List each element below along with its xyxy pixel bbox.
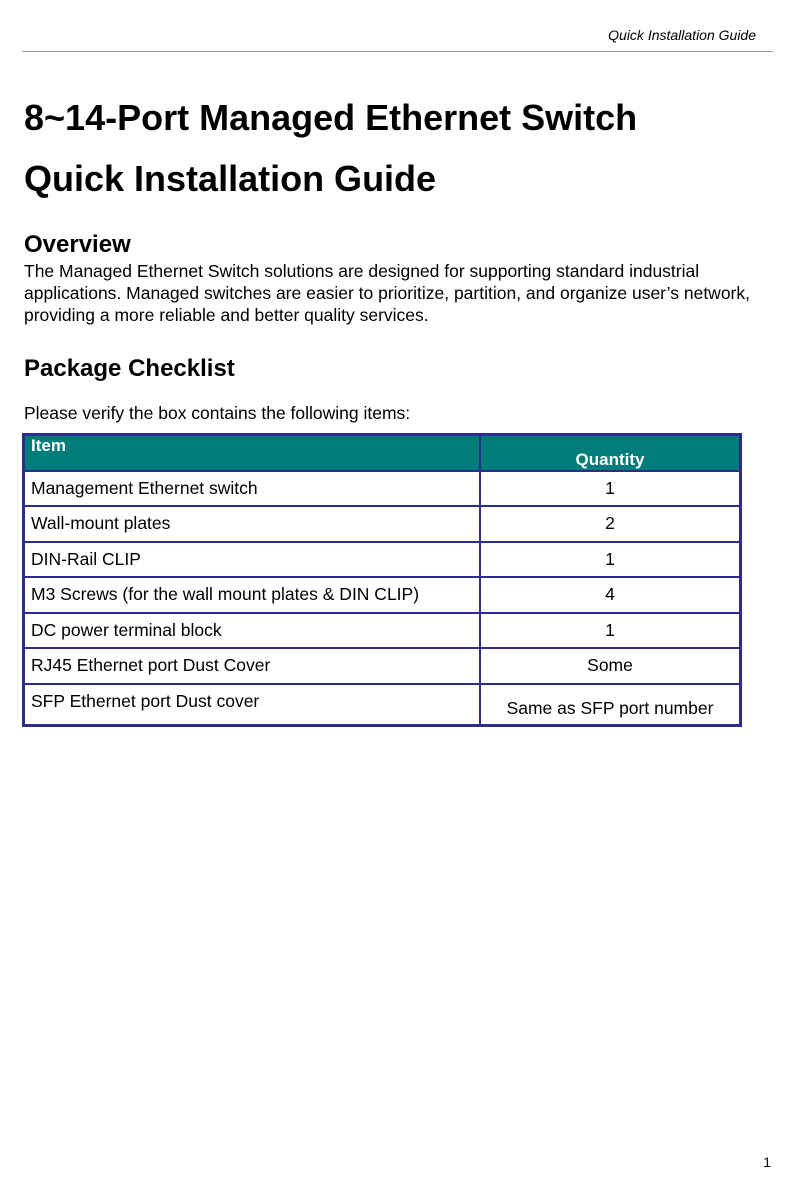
page-number: 1 (763, 1154, 771, 1170)
document-title-line-1: 8~14-Port Managed Ethernet Switch (24, 97, 638, 138)
table-row (24, 577, 741, 613)
overview-heading: Overview (24, 231, 131, 258)
item-cell: M3 Screws (for the wall mount plates & DIN CLIP) (24, 577, 481, 613)
table-row (24, 542, 741, 578)
quantity-cell: Same as SFP port number (480, 684, 741, 726)
column-header-quantity: Quantity (480, 435, 741, 471)
running-header: Quick Installation Guide (608, 27, 756, 43)
overview-paragraph (24, 260, 799, 326)
table-row (24, 506, 741, 542)
package-checklist-table (22, 433, 742, 727)
item-cell: DIN-Rail CLIP (24, 542, 481, 578)
table-row (24, 471, 741, 507)
header-rule (22, 51, 773, 52)
package-checklist-heading: Package Checklist (24, 355, 235, 382)
checklist-intro: Please verify the box contains the following items: (24, 403, 411, 423)
table-row (24, 613, 741, 649)
overview-line-2: applications. Managed switches are easier to prioritize, partition, and organize user’s network, (24, 283, 750, 303)
item-cell: RJ45 Ethernet port Dust Cover (24, 648, 481, 684)
quantity-cell: Some (480, 648, 741, 684)
item-cell: Management Ethernet switch (24, 471, 481, 507)
table-row (24, 684, 741, 726)
table-row (24, 648, 741, 684)
document-title-line-2: Quick Installation Guide (24, 158, 437, 199)
quantity-cell: 4 (480, 577, 741, 613)
table-header-row (24, 435, 741, 471)
item-cell: DC power terminal block (24, 613, 481, 649)
quantity-cell: 1 (480, 613, 741, 649)
item-cell: Wall-mount plates (24, 506, 481, 542)
column-header-item: Item (24, 435, 481, 471)
item-cell: SFP Ethernet port Dust cover (24, 684, 481, 726)
quantity-cell: 2 (480, 506, 741, 542)
quantity-cell: 1 (480, 542, 741, 578)
overview-line-3: providing a more reliable and better quality services. (24, 305, 429, 325)
quantity-cell: 1 (480, 471, 741, 507)
overview-line-1: The Managed Ethernet Switch solutions are designed for supporting standard industrial (24, 261, 700, 281)
